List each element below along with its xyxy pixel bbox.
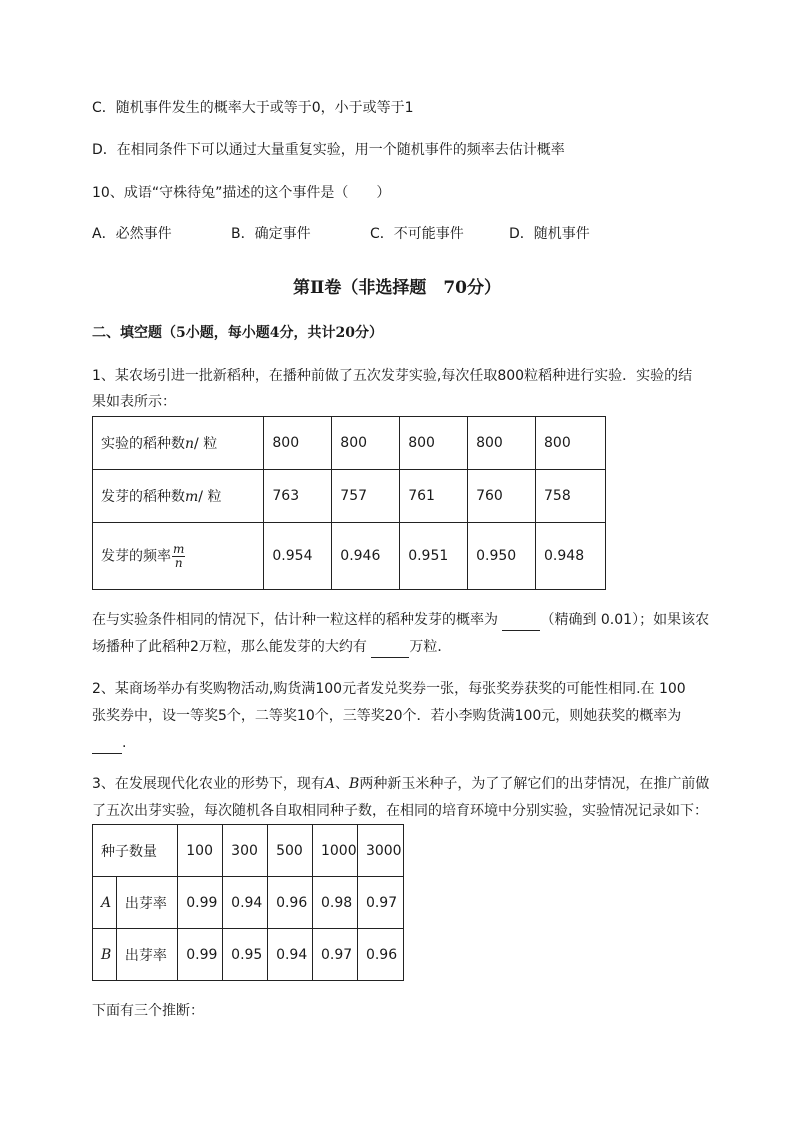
question-10-stem: 10、成语“守株待兔”描述的这个事件是（ ）	[92, 185, 391, 201]
section-title: 二、填空题（5小题，每小题4分，共计20分）	[92, 325, 383, 341]
table-cell: 0.97	[357, 877, 403, 929]
fq3-after: 下面有三个推断：	[92, 1003, 204, 1019]
table-cell: 0.948	[536, 523, 606, 590]
row-label-a: 出芽率	[116, 877, 177, 929]
table-cell: 0.96	[268, 877, 313, 929]
table-cell: 763	[264, 470, 332, 523]
answer-blank	[92, 733, 122, 754]
table-row	[93, 929, 404, 981]
table-cell: 757	[332, 470, 400, 523]
fq3-line1: 3、在发展现代化农业的形势下，现有A、B两种新玉米种子，为了了解它们的出芽情况，在推广前做	[92, 776, 710, 792]
table-row	[93, 470, 606, 523]
fraction-m-over-n: $\frac{m}{n}$	[173, 541, 185, 570]
table-cell: 0.98	[312, 877, 357, 929]
option-c-text: C．随机事件发生的概率大于或等于0，小于或等于1	[92, 100, 414, 116]
q10-option-b: B．确定事件	[231, 226, 311, 242]
fq2-line2: 张奖券中，设一等奖5个，二等奖10个，三等奖20个．若小李购货满100元，则她获奖的概率为	[92, 708, 682, 724]
table-cell: 3000	[357, 825, 403, 877]
table-cell: 0.954	[264, 523, 332, 590]
table-row	[93, 877, 404, 929]
table-row	[93, 523, 606, 590]
table-cell: 100	[178, 825, 223, 877]
seed-germination-table	[92, 416, 606, 590]
header-seed-quantity: 种子数量	[93, 825, 178, 877]
table-row	[93, 417, 606, 470]
fq1-line2: 果如表所示：	[92, 394, 176, 410]
row-var-b: B	[93, 929, 117, 981]
table-cell: 0.94	[268, 929, 313, 981]
fq2-line1: 2、某商场举办有奖购物活动,购货满100元者发兑奖券一张，每张奖券获奖的可能性相同.在 100	[92, 681, 686, 697]
table-cell: 0.96	[357, 929, 403, 981]
q10-option-d: D．随机事件	[509, 226, 590, 242]
q10-option-c: C．不可能事件	[370, 226, 464, 242]
row-label-germinated-count: 发芽的稻种数m/ 粒	[93, 470, 264, 523]
answer-blank	[502, 610, 540, 631]
row-label-b: 出芽率	[116, 929, 177, 981]
table-cell: 0.951	[400, 523, 468, 590]
table-cell: 0.946	[332, 523, 400, 590]
table-row	[93, 825, 404, 877]
answer-blank	[371, 637, 409, 658]
table-cell: 758	[536, 470, 606, 523]
table-cell: 800	[468, 417, 536, 470]
table-cell: 0.94	[223, 877, 268, 929]
fq2-line3: .	[92, 733, 126, 754]
row-var-a: A	[93, 877, 117, 929]
corn-germination-table	[92, 824, 404, 981]
table-cell: 500	[268, 825, 313, 877]
part-title: 第Ⅱ卷（非选择题 70分）	[293, 278, 501, 298]
table-cell: 800	[400, 417, 468, 470]
table-cell: 800	[264, 417, 332, 470]
table-cell: 0.97	[312, 929, 357, 981]
fq3-line2: 了五次出芽实验，每次随机各自取相同种子数，在相同的培育环境中分别实验，实验情况记录如下：	[92, 803, 708, 819]
table-cell: 760	[468, 470, 536, 523]
row-label-germination-rate: 发芽的频率 $\frac{m}{n}$	[93, 523, 264, 590]
row-label-seed-count: 实验的稻种数n/ 粒	[93, 417, 264, 470]
fq1-after-line2: 场播种了此稻种2万粒，那么能发芽的大约有 万粒．	[92, 637, 451, 658]
q10-option-a: A．必然事件	[92, 226, 172, 242]
table-cell: 1000	[312, 825, 357, 877]
fq1-after-line1: 在与实验条件相同的情况下，估计种一粒这样的稻种发芽的概率为 （精确到 0.01）；如果该农	[92, 610, 709, 631]
table-cell: 0.99	[178, 877, 223, 929]
table-cell: 0.950	[468, 523, 536, 590]
table-cell: 300	[223, 825, 268, 877]
table-cell: 761	[400, 470, 468, 523]
table-cell: 0.99	[178, 929, 223, 981]
option-d-text: D．在相同条件下可以通过大量重复实验，用一个随机事件的频率去估计概率	[92, 142, 565, 158]
table-cell: 800	[536, 417, 606, 470]
table-cell: 0.95	[223, 929, 268, 981]
table-cell: 800	[332, 417, 400, 470]
fq1-line1: 1、某农场引进一批新稻种，在播种前做了五次发芽实验,每次任取800粒稻种进行实验．实验的结	[92, 368, 693, 384]
